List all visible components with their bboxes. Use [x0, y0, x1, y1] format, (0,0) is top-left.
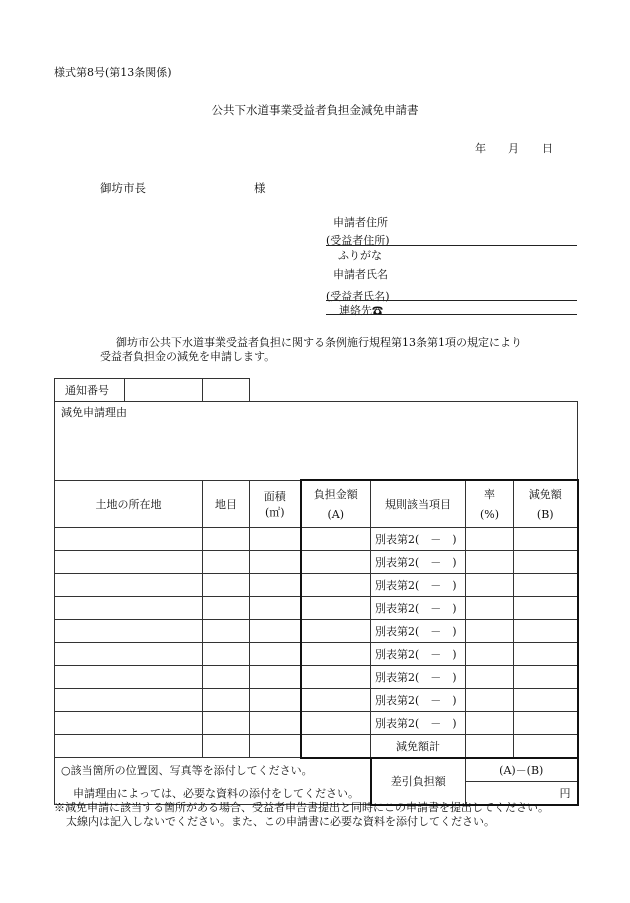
location-cell[interactable] — [55, 573, 203, 596]
header-reduction-amount-tag: (B) — [536, 508, 554, 522]
rule-item-cell: 別表第2( － ) — [371, 642, 466, 665]
reduction-amount-cell[interactable] — [514, 665, 578, 688]
land-category-cell[interactable] — [203, 527, 250, 550]
total-row-category — [203, 734, 250, 758]
net-charge-formula: (A)－(B) — [466, 758, 578, 782]
table-row — [55, 642, 578, 665]
reduction-amount-cell[interactable] — [514, 550, 578, 573]
area-cell[interactable] — [250, 527, 301, 550]
rate-cell[interactable] — [466, 688, 514, 711]
rate-cell[interactable] — [466, 711, 514, 734]
rule-item-cell: 別表第2( － ) — [371, 619, 466, 642]
table-row — [55, 527, 578, 550]
header-reduction-amount-label: 減免額 — [528, 488, 562, 502]
reduction-amount-cell[interactable] — [514, 642, 578, 665]
area-cell[interactable] — [250, 550, 301, 573]
reduction-amount-cell[interactable] — [514, 527, 578, 550]
charge-amount-cell[interactable] — [301, 688, 371, 711]
area-cell[interactable] — [250, 688, 301, 711]
header-reduction-amount — [514, 480, 578, 527]
addressee: 御坊市長 — [100, 181, 146, 195]
charge-amount-cell[interactable] — [301, 711, 371, 734]
header-rate-label: 率 — [484, 488, 495, 502]
contact-label: 連絡先☎ — [339, 304, 383, 317]
location-cell[interactable] — [55, 550, 203, 573]
reduction-application-table — [54, 378, 579, 806]
beneficiary-address-label: (受益者住所) — [326, 234, 390, 247]
reduction-amount-cell[interactable] — [514, 688, 578, 711]
charge-amount-cell[interactable] — [301, 665, 371, 688]
header-charge-amount-tag: (A) — [327, 508, 345, 522]
total-row-rate — [466, 734, 514, 758]
area-cell[interactable] — [250, 573, 301, 596]
area-cell[interactable] — [250, 596, 301, 619]
location-cell[interactable] — [55, 688, 203, 711]
rule-item-cell: 別表第2( － ) — [371, 550, 466, 573]
charge-amount-cell[interactable] — [301, 573, 371, 596]
table-row — [55, 619, 578, 642]
location-cell[interactable] — [55, 642, 203, 665]
area-cell[interactable] — [250, 619, 301, 642]
rule-item-cell: 別表第2( － ) — [371, 711, 466, 734]
charge-amount-cell[interactable] — [301, 642, 371, 665]
applicant-address-label: 申請者住所 — [333, 216, 388, 229]
location-cell[interactable] — [55, 711, 203, 734]
furigana-label: ふりがな — [338, 249, 382, 262]
table-row — [55, 711, 578, 734]
land-category-cell[interactable] — [203, 688, 250, 711]
location-cell[interactable] — [55, 665, 203, 688]
reduction-total-label: 減免額計 — [371, 734, 466, 758]
rate-cell[interactable] — [466, 550, 514, 573]
reduction-total-cell[interactable] — [514, 734, 578, 758]
table-row — [55, 688, 578, 711]
header-area-label: 面積 — [263, 489, 286, 503]
land-category-cell[interactable] — [203, 573, 250, 596]
land-category-cell[interactable] — [203, 665, 250, 688]
header-land-category: 地目 — [203, 480, 250, 527]
charge-amount-cell[interactable] — [301, 619, 371, 642]
net-charge-label: 差引負担額 — [371, 758, 466, 805]
footnote-1: ※減免申請に該当する箇所がある場合、受益者申告書提出と同時にこの申請書を提出してください。 — [54, 801, 549, 814]
total-row-area — [250, 734, 301, 758]
notice-number-field[interactable] — [125, 379, 203, 402]
rate-cell[interactable] — [466, 527, 514, 550]
honorific: 様 — [254, 181, 266, 195]
header-charge-amount — [301, 480, 371, 527]
table-row — [55, 596, 578, 619]
reduction-amount-cell[interactable] — [514, 596, 578, 619]
rule-item-cell: 別表第2( － ) — [371, 573, 466, 596]
land-category-cell[interactable] — [203, 619, 250, 642]
notice-number-label: 通知番号 — [55, 379, 125, 402]
location-cell[interactable] — [55, 527, 203, 550]
rate-cell[interactable] — [466, 573, 514, 596]
header-rate-unit: (%) — [479, 508, 500, 522]
beneficiary-name-label: (受益者氏名) — [326, 290, 390, 303]
statement-line-2: 受益者負担金の減免を申請します。 — [100, 350, 276, 363]
attachment-note-1: ○該当箇所の位置図、写真等を添付してください。 — [55, 758, 371, 782]
rate-cell[interactable] — [466, 596, 514, 619]
attachment-note-2: 申請理由によっては、必要な資料の添付をしてください。 — [55, 781, 371, 805]
header-area — [250, 480, 301, 527]
reduction-amount-cell[interactable] — [514, 619, 578, 642]
charge-amount-cell[interactable] — [301, 550, 371, 573]
statement-line-1: 御坊市公共下水道事業受益者負担に関する条例施行規程第13条第1項の規定により — [116, 336, 522, 349]
rate-cell[interactable] — [466, 665, 514, 688]
detail-rows — [55, 527, 578, 734]
rule-item-cell: 別表第2( － ) — [371, 527, 466, 550]
footnote-2: 太線内は記入しないでください。また、この申請書に必要な資料を添付してください。 — [66, 815, 495, 828]
charge-amount-cell[interactable] — [301, 527, 371, 550]
header-area-unit: (㎡) — [264, 505, 285, 519]
rule-item-cell: 別表第2( － ) — [371, 688, 466, 711]
location-cell[interactable] — [55, 619, 203, 642]
header-rule-item: 規則該当項目 — [371, 480, 466, 527]
form-code: 様式第8号(第13条関係) — [54, 66, 172, 79]
area-cell[interactable] — [250, 711, 301, 734]
address-field-line[interactable] — [326, 245, 577, 246]
date-month: 月 — [508, 142, 519, 155]
reduction-amount-cell[interactable] — [514, 711, 578, 734]
date-year: 年 — [475, 142, 486, 155]
table-row — [55, 550, 578, 573]
total-row-location — [55, 734, 203, 758]
header-rate — [466, 480, 514, 527]
reduction-reason-field[interactable] — [55, 402, 578, 481]
area-cell[interactable] — [250, 665, 301, 688]
yen-unit: 円 — [559, 786, 571, 800]
land-category-cell[interactable] — [203, 642, 250, 665]
applicant-name-label: 申請者氏名 — [333, 268, 388, 281]
table-row — [55, 665, 578, 688]
header-land-location: 土地の所在地 — [55, 480, 203, 527]
contact-field-line[interactable] — [326, 314, 577, 315]
rate-cell[interactable] — [466, 642, 514, 665]
rate-cell[interactable] — [466, 619, 514, 642]
notice-number-field-ext[interactable] — [203, 379, 250, 402]
reduction-amount-cell[interactable] — [514, 573, 578, 596]
reduction-reason-label: 減免申請理由 — [61, 406, 127, 419]
rule-item-cell: 別表第2( － ) — [371, 596, 466, 619]
name-field-line[interactable] — [326, 300, 577, 301]
area-cell[interactable] — [250, 642, 301, 665]
date-day: 日 — [542, 142, 553, 155]
location-cell[interactable] — [55, 596, 203, 619]
header-charge-amount-label: 負担金額 — [313, 488, 358, 502]
land-category-cell[interactable] — [203, 596, 250, 619]
land-category-cell[interactable] — [203, 711, 250, 734]
rule-item-cell: 別表第2( － ) — [371, 665, 466, 688]
land-category-cell[interactable] — [203, 550, 250, 573]
total-row-amount — [301, 734, 371, 758]
document-title: 公共下水道事業受益者負担金減免申請書 — [211, 103, 419, 117]
charge-amount-cell[interactable] — [301, 596, 371, 619]
table-row — [55, 573, 578, 596]
